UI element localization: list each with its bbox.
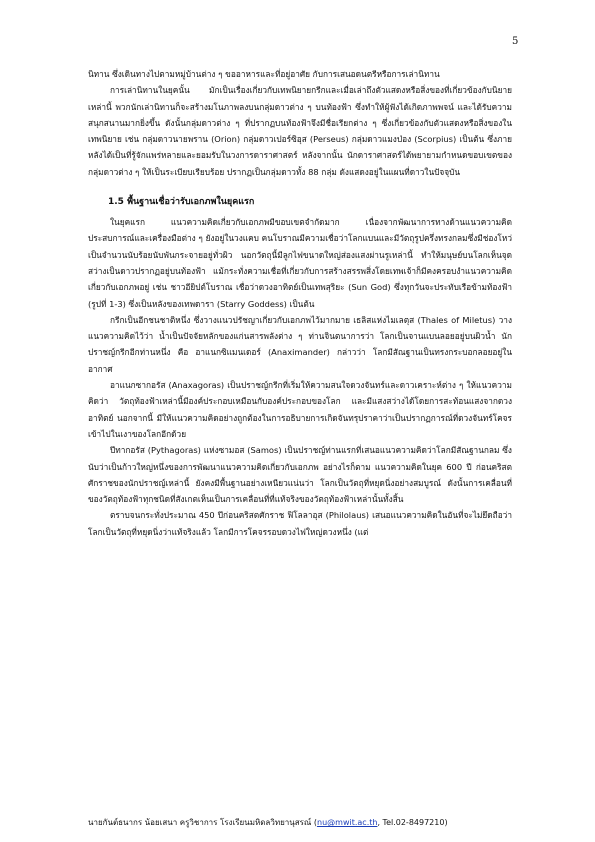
page-number: 5 <box>512 36 519 47</box>
paragraph-anaxagoras: อาแนกซากอรัส (Anaxagoras) เป็นปราชญ์กรีกที่เริ่มให้ความสนใจดวงจันทร์และดาวเคราะห์ต่าง ๆ ให้แนวความคิดว่า วัตถุท้องฟ้าเหล่านี้มีองค์ประกอบเหมือนกับองค์ประกอบของโลก และมีแสงสว่างได้โดยการสะท้อนแสงจากดวงอาทิตย์ นอกจากนี้ มีให้แนวความคิดอย่างถูกต้องในการอธิบายการเกิดจันทรุปราคาว่าเป็นปรากฏการณ์ที่ดวงจันทร์โคจรเข้าไปในเงาของโลกอีกด้วย <box>88 380 512 439</box>
paragraph-storytelling: การเล่านิทานในยุคนั้น มักเป็นเรื่องเกี่ยวกับเทพนิยายกรีกและเมื่อเล่าถึงตัวแสดงหรือสิ่งของที่เกี่ยวข้องกับนิยายเหล่านี้ พวกนักเล่านิทานก็จะสร้างมโนภาพลงบนกลุ่มดาวต่าง ๆ บนท้องฟ้า ซึ่งทำให้ผู้ฟังได้เกิดภาพพจน์ และได้รับความสนุกสนานมากยิ่งขึ้น ดังนั้นกลุ่มดาวต่าง ๆ ที่ปรากฏบนท้องฟ้าจึงมีชื่อเรียกต่าง ๆ ซึ่งเกี่ยวข้องกับตัวแสดงหรือสิ่งของในเทพนิยาย เช่น กลุ่มดาวนายพราน (Orion) กลุ่มดาวเปอร์ซิอุส (Perseus) กลุ่มดาวแมงป่อง (Scorpius) เป็นต้น ซึ่งภายหลังได้เป็นที่รู้จักแพร่หลายและยอมรับในวงการดาราศาสตร์ หลังจากนั้น นักดาราศาสตร์ได้พยายามกำหนดขอบเขตของกลุ่มดาวต่าง ๆ ให้เป็นระเบียบเรียบร้อย ปรากฏเป็นกลุ่มดาวทั้ง 88 กลุ่ม ดังแสดงอยู่ในแผนที่ดาวในปัจจุบัน <box>88 85 512 177</box>
page-footer <box>88 816 528 829</box>
paragraph-continuation: นิทาน ซึ่งเดินทางไปตามหมู่บ้านต่าง ๆ ขออาหารและที่อยู่อาศัย กับการเสนอดนตรีหรือการเล่านิทาน <box>88 69 440 79</box>
footer-author: นายกันต์ธนากร น้อยเสนา ครูวิชาการ โรงเรียนมหิดลวิทยานุสรณ์ ( <box>88 818 318 827</box>
footer-email-link[interactable]: nu@mwit.ac.th <box>317 818 378 827</box>
paragraph-philolaus: ตราบจนกระทั่งประมาณ 450 ปีก่อนคริสตศักราช ฟิโลลาอุส (Philolaus) เสนอแนวความคิดในอันที่จะไม่ยึดถือว่า โลกเป็นวัตถุที่หยุดนิ่งว่าแท้จริงแล้ว โลกมีการโคจรรอบดวงไฟใหญ่ดวงหนึ่ง (แต่ <box>88 510 512 537</box>
footer-phone: , Tel.02-8497210) <box>377 818 448 827</box>
section-heading: 1.5 พื้นฐานเชื่อว่ารับเอกภพในยุคแรก <box>108 197 255 208</box>
document-body <box>88 66 512 540</box>
paragraph-early-era: ในยุคแรก แนวความคิดเกี่ยวกับเอกภพมีขอบเขตจำกัดมาก เนื่องจากพัฒนาการทางด้านแนวความคิด ประสบการณ์และเครื่องมือต่าง ๆ ยังอยู่ในวงแคบ คนโบราณมีความเชื่อว่าโลกแบนและมีวัตถุรูปครึ่งทรงกลมซึ่งมีช่องโหว่เป็นจำนวนนับร้อยนับพันกระจายอยู่ทั่วผิว นอกวัตถุนี้มีลูกไฟขนาดใหญ่ส่องแสงผ่านรูเหล่านี้ ทำให้มนุษย์บนโลกเห็นจุดสว่างเป็นดาวปรากฏอยู่บนท้องฟ้า แม้กระทั่งความเชื่อที่เกี่ยวกับการสร้างสรรพสิ่งโดยเทพเจ้าก็มีคงครอบงำแนวความคิดเกี่ยวกับเอกภพอยู่ เช่น ชาวอียิปต์โบราณ เชื่อว่าดวงอาทิตย์เป็นเทพสุริยะ (Sun God) ซึ่งทุกวันจะประทับเรือข้ามท้องฟ้า (รูปที่ 1-3) ซึ่งเป็นหลังของเทพดารา (Starry Goddess) เป็นต้น <box>88 217 512 309</box>
paragraph-pythagoras: ปีทากอรัส (Pythagoras) แห่งซามอส (Samos) เป็นปราชญ์ท่านแรกที่เสนอแนวความคิดว่าโลกมีสัณฐานกลม ซึ่งนับว่าเป็นก้าวใหญ่หนึ่งของการพัฒนาแนวความคิดเกี่ยวกับเอกภพ อย่างไรก็ตาม แนวความคิดในยุค 600 ปี ก่อนคริสตศักราชของนักปราชญ์เหล่านี้ ยังคงมีพื้นฐานอย่างเหนียวแน่นว่า โลกเป็นวัตถุที่หยุดนิ่งอย่างสมบูรณ์ ดังนั้นการเคลื่อนที่ของวัตถุท้องฟ้าทุกชนิดที่สังเกตเห็นเป็นการเคลื่อนที่ที่แท้จริงของวัตถุท้องฟ้าเหล่านั้นทั้งสิ้น <box>88 445 512 505</box>
paragraph-greek: กรีกเป็นอีกชนชาติหนึ่ง ซึ่งวางแนวปรัชญาเกี่ยวกับเอกภพไว้มากมาย เธลิสแห่งไมเลตุส (Thales of Miletus) วางแนวความคิดไว้ว่า น้ำเป็นปัจจัยหลักของแก่นสารพลังต่าง ๆ ท่านจินตนาการว่า โลกเป็นจานแบนลอยอยู่บนผิวน้ำ นักปราชญ์กรีกอีกท่านหนึ่ง คือ อาแนกซิแมนเดอร์ (Anaximander) กล่าวว่า โลกมีสัณฐานเป็นทรงกระบอกลอยอยู่ในอากาศ <box>88 314 512 374</box>
